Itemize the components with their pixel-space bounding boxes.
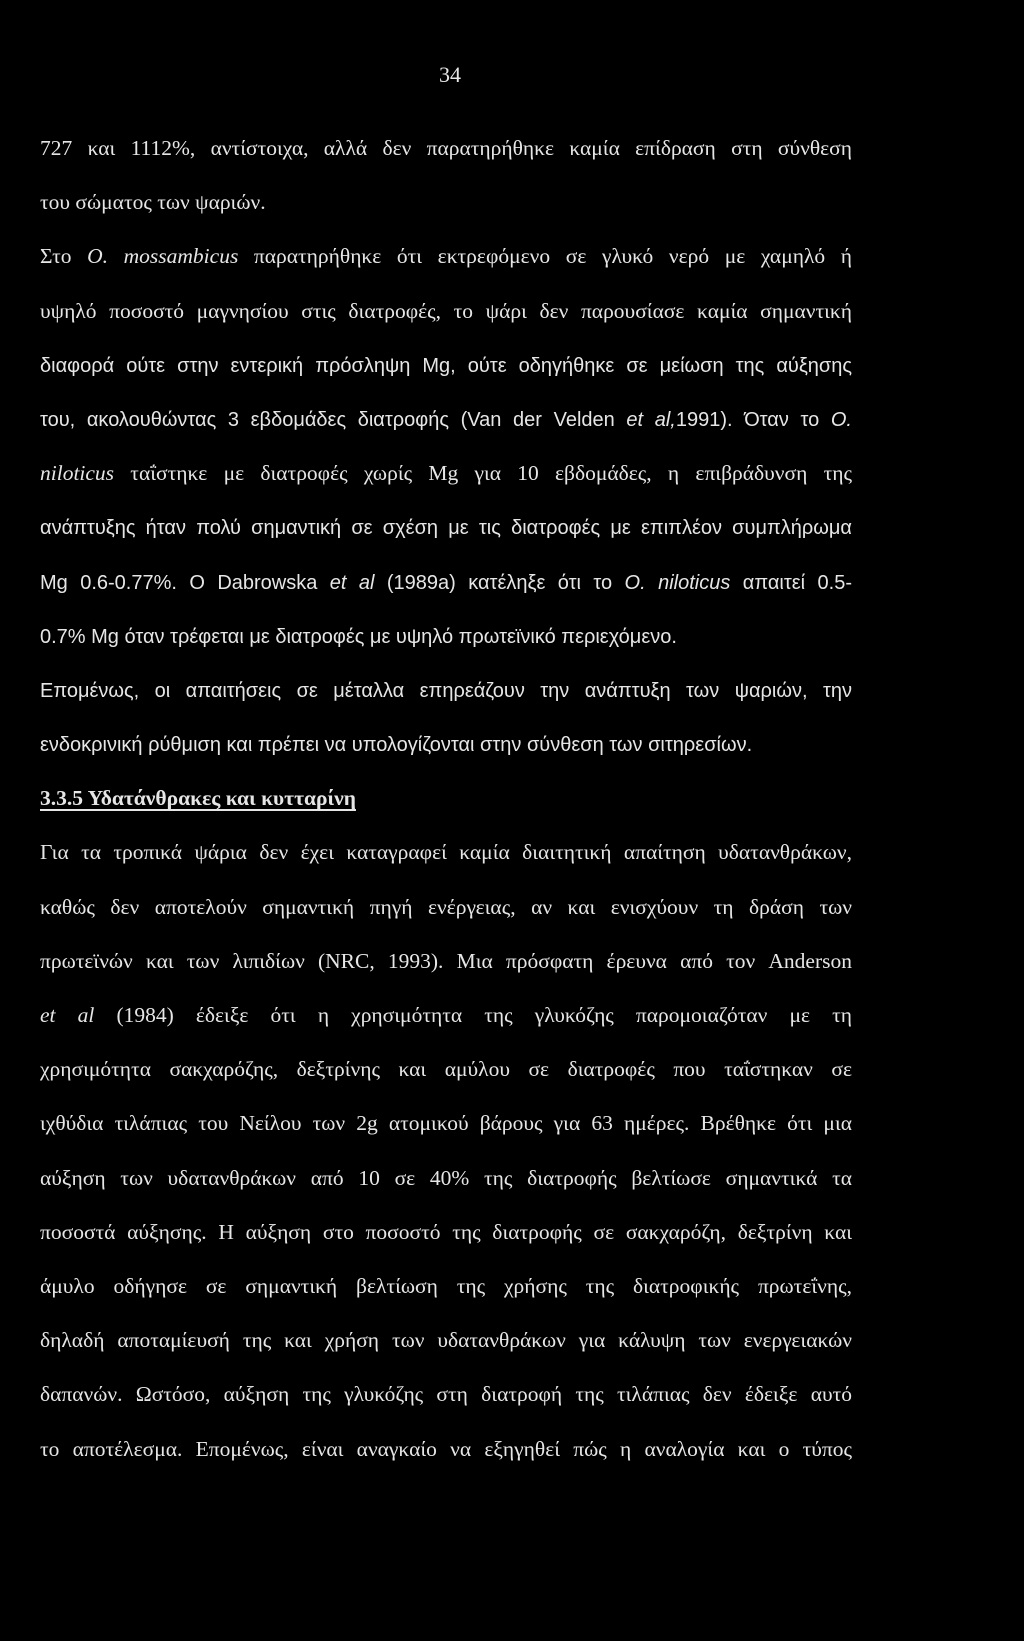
species-name: niloticus bbox=[40, 461, 115, 486]
text-line bbox=[40, 240, 852, 294]
page-number: 34 bbox=[439, 62, 461, 87]
text-line bbox=[40, 403, 852, 457]
text-line bbox=[40, 295, 852, 349]
text-line bbox=[40, 836, 852, 890]
text-segment: άμυλο οδήγησε σε σημαντική βελτίωση της χρήσης της διατροφικής πρωτεΐνης, bbox=[40, 1273, 852, 1298]
text-segment: 0.7% Mg όταν τρέφεται με διατροφές με υψηλό πρωτεϊνικό περιεχόμενο. bbox=[40, 625, 677, 648]
text-line bbox=[40, 566, 852, 620]
text-segment: παρατηρήθηκε ότι εκτρεφόμενο σε γλυκό νερό με χαμηλό ή bbox=[238, 244, 852, 269]
text-line bbox=[40, 1162, 852, 1216]
text-line bbox=[40, 511, 852, 565]
text-segment: ενδοκρινική ρύθμιση και πρέπει να υπολογίζονται στην σύνθεση των σιτηρεσίων. bbox=[40, 734, 753, 757]
text-line bbox=[40, 1216, 852, 1270]
text-segment: του, ακολουθώντας 3 εβδομάδες διατροφής (Van der Velden bbox=[40, 408, 627, 431]
text-segment: καθώς δεν αποτελούν σημαντική πηγή ενέργειας, αν και ενισχύουν τη δράση των bbox=[40, 894, 852, 919]
text-line bbox=[40, 132, 852, 186]
text-segment: του σώματος των ψαριών. bbox=[40, 190, 266, 215]
text-line bbox=[40, 457, 852, 511]
citation-etal: et al, bbox=[626, 408, 676, 431]
text-segment: Για τα τροπικά ψάρια δεν έχει καταγραφεί καμία διαιτητική απαίτηση υδατανθράκων, bbox=[40, 840, 852, 865]
text-line bbox=[40, 1324, 852, 1378]
text-segment: ανάπτυξης ήταν πολύ σημαντική σε σχέση με τις διατροφές με επιπλέον συμπλήρωμα bbox=[40, 517, 852, 540]
species-name: O. niloticus bbox=[624, 571, 731, 594]
text-line bbox=[40, 1270, 852, 1324]
text-segment: 1991). Όταν το bbox=[675, 408, 831, 431]
text-segment: (1984) έδειξε ότι η χρησιμότητα της γλυκόζης παρομοιαζόταν με τη bbox=[94, 1003, 852, 1027]
text-segment: το αποτέλεσμα. Επομένως, είναι αναγκαίο να εξηγηθεί πώς η αναλογία και ο τύπος bbox=[40, 1436, 852, 1461]
section-heading: 3.3.5 Υδατάνθρακες και κυτταρίνη bbox=[40, 786, 356, 811]
text-segment: Επομένως, οι απαιτήσεις σε μέταλλα επηρεάζουν την ανάπτυξη των ψαριών, την bbox=[40, 679, 852, 702]
text-line bbox=[40, 186, 852, 240]
text-line bbox=[40, 891, 852, 945]
text-line bbox=[40, 349, 852, 403]
text-segment: αύξηση των υδατανθράκων από 10 σε 40% της διατροφής βελτίωσε σημαντικά τα bbox=[40, 1165, 852, 1190]
citation-etal: et al bbox=[329, 571, 375, 594]
text-line bbox=[40, 1107, 852, 1161]
text-segment: δαπανών. Ωστόσο, αύξηση της γλυκόζης στη διατροφή της τιλάπιας δεν έδειξε αυτό bbox=[40, 1382, 852, 1407]
text-line bbox=[40, 620, 852, 674]
text-segment: 727 και 1112%, αντίστοιχα, αλλά δεν παρατηρήθηκε καμία επίδραση στη σύνθεση bbox=[40, 136, 852, 160]
text-segment: Mg 0.6-0.77%. O Dabrowska bbox=[40, 571, 330, 594]
species-name: O. mossambicus bbox=[87, 244, 239, 269]
text-segment: διαφορά ούτε στην εντερική πρόσληψη Mg, ούτε οδηγήθηκε σε μείωση της αύξησης bbox=[40, 354, 852, 377]
text-segment: Στο bbox=[40, 244, 88, 269]
text-segment: απαιτεί 0.5- bbox=[730, 571, 852, 594]
document-body bbox=[40, 132, 852, 1487]
text-segment: ταΐστηκε με διατροφές χωρίς Mg για 10 εβδομάδες, η επιβράδυνση της bbox=[114, 461, 852, 486]
text-line bbox=[40, 999, 852, 1053]
text-segment: (1989a) κατέληξε ότι το bbox=[374, 571, 625, 594]
text-segment: δηλαδή αποταμίευσή της και χρήση των υδατανθράκων για κάλυψη των ενεργειακών bbox=[40, 1328, 852, 1353]
text-line bbox=[40, 1433, 852, 1487]
text-line bbox=[40, 1053, 852, 1107]
text-segment: πρωτεϊνών και των λιπιδίων (NRC, 1993). Μια πρόσφατη έρευνα από τον Anderson bbox=[40, 948, 852, 973]
text-line bbox=[40, 674, 852, 728]
text-segment: χρησιμότητα σακχαρόζης, δεξτρίνης και αμύλου σε διατροφές που ταΐστηκαν σε bbox=[40, 1057, 852, 1082]
citation-etal: et al bbox=[40, 1003, 95, 1027]
text-segment: ιχθύδια τιλάπιας του Νείλου των 2g ατομικού βάρους για 63 ημέρες. Βρέθηκε ότι μια bbox=[40, 1111, 852, 1136]
text-line bbox=[40, 728, 852, 782]
text-line bbox=[40, 945, 852, 999]
text-line bbox=[40, 1378, 852, 1432]
species-name: O. bbox=[830, 408, 852, 431]
text-segment: ποσοστά αύξησης. Η αύξηση στο ποσοστό της διατροφής σε σακχαρόζη, δεξτρίνη και bbox=[40, 1219, 852, 1244]
text-segment: υψηλό ποσοστό μαγνησίου στις διατροφές, το ψάρι δεν παρουσίασε καμία σημαντική bbox=[40, 298, 852, 323]
